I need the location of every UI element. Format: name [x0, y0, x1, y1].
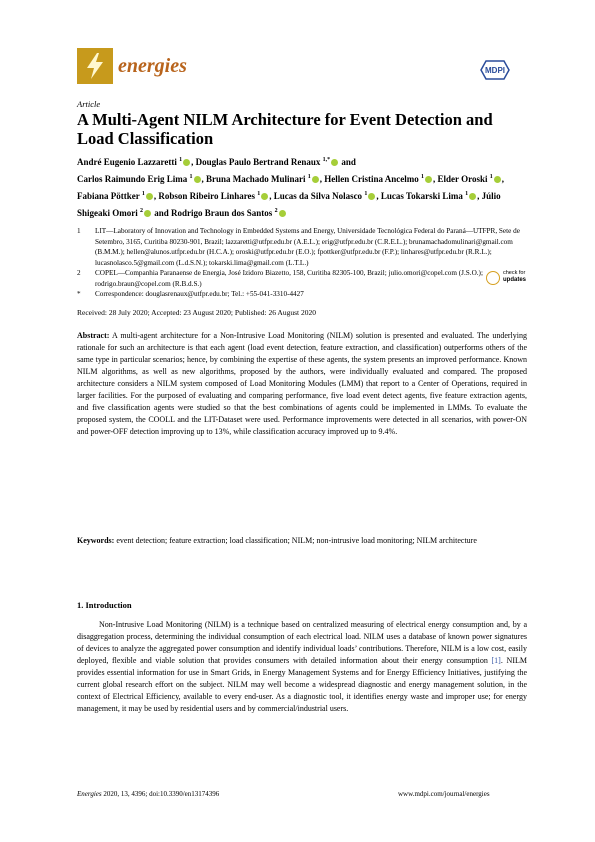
orcid-icon[interactable]	[194, 176, 201, 183]
correspondence: * Correspondence: douglasrenaux@utfpr.edu.br; Tel.: +55-041-3310-4427	[77, 290, 304, 298]
author-list: André Eugenio Lazzaretti $^1$ , Douglas Paulo Bertrand Renaux $^{1,*}$ and Carlos Raimundo Erig Lima $^1$ , Bruna Machado Mulinari $^1$ , Hellen Cristina Ancelmo $^1$ , Elder Oroski $^1$ , Fabiana Pöttker $^1$ , Robson Ribeiro Linhares $^1$ , Lucas da Silva Nolasco $^1$ , Lucas Tokarski Lima $^1$ , Júlio Shigeaki Omori $^2$ and Rodrigo Braun dos Santos $^2$	[77, 157, 504, 218]
updates-icon	[486, 271, 500, 285]
footer-citation: Energies 2020, 13, 4396; doi:10.3390/en13174396	[77, 790, 220, 798]
author: Carlos Raimundo Erig Lima	[77, 174, 188, 184]
journal-logo	[77, 48, 113, 84]
mdpi-logo	[477, 60, 513, 80]
section-heading: 1. Introduction	[77, 600, 132, 610]
author: Bruna Machado Mulinari	[206, 174, 306, 184]
abstract	[77, 330, 527, 438]
introduction-paragraph: Non-Intrusive Load Monitoring (NILM) is a technique based on centralized measuring of electrical energy consumption and, by a disaggregation process, determining the individual consumption of each electrical load. NILM uses a database of known power signatures of devices to analyze the aggregated power consumption and identify individual loads’ contributions. Therefore, NILM is a low cost, easily deployed, flexible and viable solution that provides consumers with detailed information about their energy consumption [1]. NILM provides essential information for use in Smart Grids, in Energy Management Systems and for Energy Efficiency Initiatives, justifying the current global research effort on the subject. NILM may well become a widespread diagnostic and energy management solution, in the context of Electrical Efficiency, available to every end-user. As a diagnostic tool, it identifies energy waste and improper use; for energy management, it may be used by residential users and by commercial/industrial users.	[77, 620, 527, 713]
author: Fabiana Pöttker	[77, 191, 140, 201]
orcid-icon[interactable]	[183, 159, 190, 166]
orcid-icon[interactable]	[469, 193, 476, 200]
abstract-text: A multi-agent architecture for a Non-Intrusive Load Monitoring (NILM) solution is presented and evaluated. The underlying rationale for such an architecture is that each agent (load event detection, feature extraction, and classification) outperforms others of the same type in particular scenarios; hence, by combining the expertise of these agents, the system presents an improved performance. Known NILM algorithms, as well as new algorithms, proposed by the authors, were individually evaluated and compared. The proposed architecture considers a NILM system composed of Load Monitoring Modules (LMM) that report to a Center of Operations, required in larger facilities. For the purposed of evaluating and comparing performance, five load event detect agents, five feature extraction agents, and five classification agents were studied so that the best combinations of agents could be implemented in LMMs. To evaluate the proposed system, the COOLL and the LIT-Dataset were used. Performance improvements were detected in all scenarios, with power-ON and power-OFF detection improving up to 13%, while classification accuracy improved up to 9.4%.	[77, 331, 528, 436]
orcid-icon[interactable]	[261, 193, 268, 200]
orcid-icon[interactable]	[331, 159, 338, 166]
affiliation-item: 2 COPEL—Companhia Paranaense de Energia, José Izidoro Biazetto, 158, Curitiba 82305-100, Brazil; julio.omori@copel.com (J.S.O.); rodrigo.braun@copel.com (R.B.d.S.)	[77, 269, 483, 288]
author: Júlio Shigeaki Omori	[77, 191, 501, 218]
orcid-icon[interactable]	[494, 176, 501, 183]
keywords	[77, 535, 527, 547]
author: Douglas Paulo Bertrand Renaux	[195, 157, 321, 167]
publication-dates: Received: 28 July 2020; Accepted: 23 August 2020; Published: 26 August 2020	[77, 308, 316, 317]
affiliations	[77, 226, 527, 300]
journal-name: energies	[118, 55, 187, 77]
mdpi-logo-text: MDPI	[485, 66, 505, 75]
citation-link[interactable]: [1]	[491, 656, 501, 665]
author: Elder Oroski	[437, 174, 488, 184]
keywords-label: Keywords:	[77, 536, 115, 545]
orcid-icon[interactable]	[312, 176, 319, 183]
orcid-icon[interactable]	[144, 210, 151, 217]
orcid-icon[interactable]	[425, 176, 432, 183]
affiliation-item: 1 LIT—Laboratory of Innovation and Technology in Embedded Systems and Energy, Universidade Tecnológica Federal do Paraná—UTFPR, Sete de Setembro, 3165, Curitiba 80230-901, Brazil; lazzaretti@utfpr.edu.br (A.E.L.); erig@utfpr.edu.br (C.R.E.L.); brunamachadomulinari@gmail.com (B.M.M.); hellen@alunos.utfpr.edu.br (H.C.A.); oroski@utfpr.edu.br (E.O.); fpottker@utfpr.edu.br (F.P.); linhares@utfpr.edu.br (R.R.L.); lucasnolasco.5@gmail.com (L.d.S.N.); tokarski.lima@gmail.com (L.T.L.)	[77, 227, 520, 267]
article-type: Article	[77, 99, 101, 109]
page-title: A Multi-Agent NILM Architecture for Event Detection and Load Classification	[77, 110, 493, 148]
orcid-icon[interactable]	[368, 193, 375, 200]
author: Hellen Cristina Ancelmo	[324, 174, 419, 184]
author: Lucas Tokarski Lima	[380, 191, 463, 201]
footer-url[interactable]: www.mdpi.com/journal/energies	[398, 790, 490, 798]
author: Rodrigo Braun dos Santos	[171, 208, 273, 218]
abstract-label: Abstract:	[77, 331, 110, 340]
author: André Eugenio Lazzaretti	[77, 157, 177, 167]
orcid-icon[interactable]	[279, 210, 286, 217]
author: Robson Ribeiro Linhares	[158, 191, 256, 201]
orcid-icon[interactable]	[146, 193, 153, 200]
check-for-updates-badge[interactable]: check for updates	[486, 270, 530, 292]
keywords-text: event detection; feature extraction; load classification; NILM; non-intrusive load monitoring; NILM architecture	[116, 536, 477, 545]
author: Lucas da Silva Nolasco	[273, 191, 363, 201]
